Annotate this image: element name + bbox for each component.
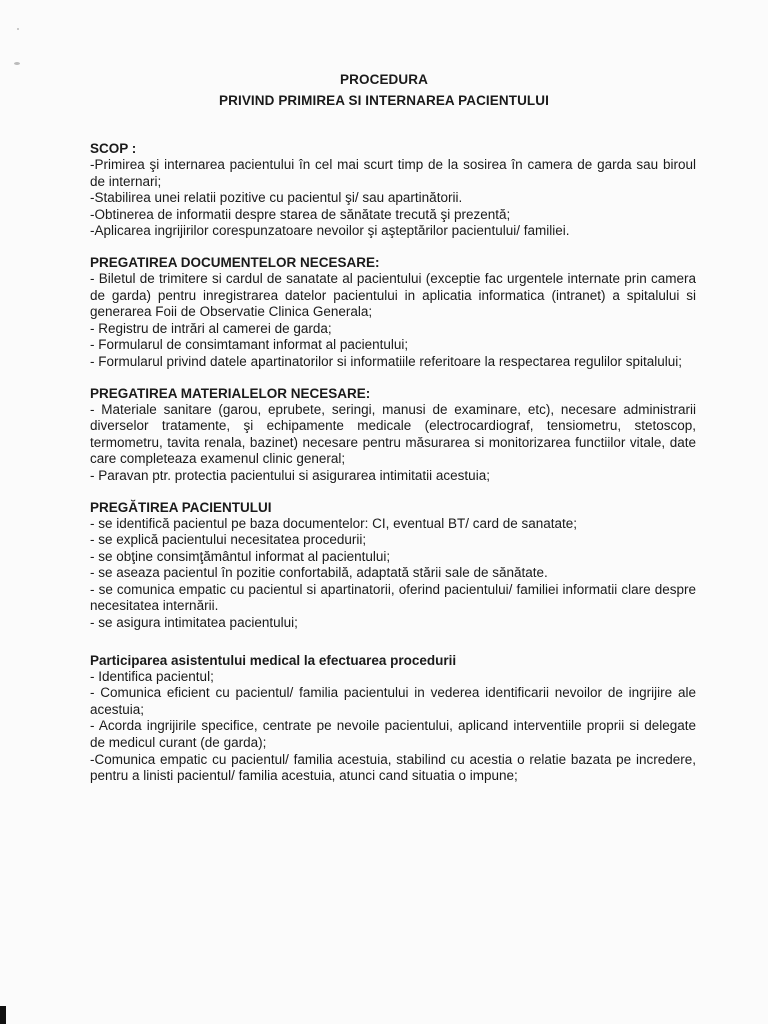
document-title: PROCEDURA bbox=[340, 72, 428, 87]
section-scop bbox=[90, 140, 696, 240]
paragraph: -Comunica empatic cu pacientul/ familia acestuia, stabilind cu acestia o relatie bazata pe incredere, pentru a linisti pacientul/ familia acestuia, atunci cand situatia o impune; bbox=[90, 751, 696, 784]
scan-speck bbox=[14, 62, 20, 65]
paragraph: - se asigura intimitatea pacientului; bbox=[90, 615, 298, 631]
paragraph: - Formularul de consimtamant informat al pacientului; bbox=[90, 337, 409, 353]
section-pacient bbox=[90, 499, 696, 632]
scan-edge-mark bbox=[0, 1006, 6, 1024]
paragraph: - Identifica pacientul; bbox=[90, 668, 214, 684]
section-asistent bbox=[90, 652, 696, 785]
document-body bbox=[90, 140, 696, 799]
paragraph: - Registru de intrări al camerei de garda; bbox=[90, 320, 332, 336]
section-heading: Participarea asistentului medical la efectuarea procedurii bbox=[90, 652, 457, 668]
paragraph: - Paravan ptr. protectia pacientului si asigurarea intimitatii acestuia; bbox=[90, 467, 490, 483]
section-heading: PREGATIREA DOCUMENTELOR NECESARE: bbox=[90, 254, 380, 270]
section-documente bbox=[90, 254, 696, 371]
paragraph: - se aseaza pacientul în pozitie confortabilă, adaptată stării sale de sănătate. bbox=[90, 565, 548, 581]
paragraph: -Aplicarea ingrijirilor corespunzatoare nevoilor şi aşteptărilor pacientului/ familiei. bbox=[90, 223, 570, 239]
scan-speck bbox=[17, 28, 19, 30]
document-subtitle: PRIVIND PRIMIREA SI INTERNAREA PACIENTULUI bbox=[219, 93, 549, 108]
paragraph: - Formularul privind datele apartinatorilor si informatiile referitoare la respectarea regulilor spitalului; bbox=[90, 353, 683, 369]
section-materiale bbox=[90, 385, 696, 485]
paragraph: - se identifică pacientul pe baza documentelor: CI, eventual BT/ card de sanatate; bbox=[90, 515, 578, 531]
paragraph: - Biletul de trimitere si cardul de sanatate al pacientului (exceptie fac urgentele internate prin camera de garda) pentru inregistrarea datelor pacientului in aplicatia informatica (intranet) a spitalului si generarea Foii de Observatie Clinica Generala; bbox=[90, 270, 696, 320]
section-heading: PREGATIREA MATERIALELOR NECESARE: bbox=[90, 385, 371, 401]
paragraph: -Primirea şi internarea pacientului în cel mai scurt timp de la sosirea în camera de garda sau biroul de internari; bbox=[90, 157, 696, 189]
paragraph: - Materiale sanitare (garou, eprubete, seringi, manusi de examinare, etc), necesare administrarii diverselor tratamente, şi echipamente medicale (electrocardiograf, tensiometru, stetoscop, termometru, tavita renala, bazinet) necesare pentru măsurarea si monitorizarea functiilor vitale, date care completeaza examenul clinic general; bbox=[90, 401, 696, 467]
paragraph: - Acorda ingrijirile specifice, centrate pe nevoile pacientului, aplicand interventiile proprii si delegate de medicul curant (de garda); bbox=[90, 718, 696, 751]
paragraph: - se obţine consimţământul informat al pacientului; bbox=[90, 548, 391, 564]
paragraph: - Comunica eficient cu pacientul/ familia pacientului in vederea identificarii nevoilor de ingrijire ale acestuia; bbox=[90, 685, 696, 717]
section-heading: PREGĂTIREA PACIENTULUI bbox=[90, 499, 272, 515]
paragraph: - se comunica empatic cu pacientul si apartinatorii, oferind pacientului/ familiei informatii clare despre necesitatea internării. bbox=[90, 581, 696, 614]
paragraph: -Stabilirea unei relatii pozitive cu pacientul şi/ sau apartinătorii. bbox=[90, 190, 463, 206]
paragraph: - se explică pacientului necesitatea procedurii; bbox=[90, 532, 367, 548]
paragraph: -Obtinerea de informatii despre starea de sănătate trecută şi prezentă; bbox=[90, 206, 511, 222]
section-heading: SCOP : bbox=[90, 141, 137, 156]
